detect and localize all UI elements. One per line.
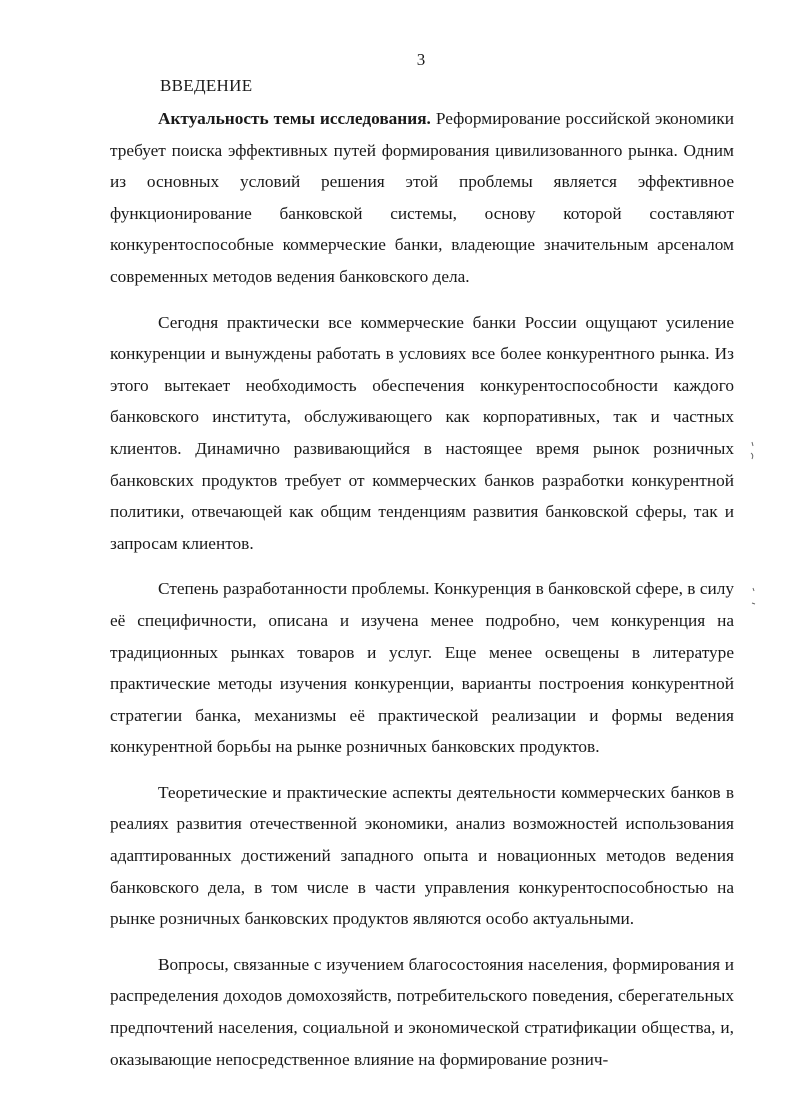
section-heading: ВВЕДЕНИЕ [160,76,253,95]
paragraph-text: Теоретические и практические аспекты деятельности коммерческих банков в реалиях развития отечественной экономики, анализ возможностей использования адаптированных достижений западного опыта и новационных методов ведения банковского дела, в том числе в части управления конкурентоспособностью на рынке розничных банковских продуктов являются особо актуальными. [110,782,734,929]
paragraph-problem-degree [110,573,734,763]
paragraph-questions [110,949,734,1075]
paragraph-text: Реформирование российской экономики требует поиска эффективных путей формирования цивилизованного рынка. Одним из основных условий решения этой проблемы является эффективное функционирование банковской системы, основу которой составляют конкурентоспособные коммерческие банки, владеющие значительным арсеналом современных методов ведения банковского дела. [110,109,735,286]
paragraph-text: Вопросы, связанные с изучением благосостояния населения, формирования и распределения доходов домохозяйств, потребительского поведения, сберегательных предпочтений населения, социальной и экономической стратификации общества, и, оказывающие непосредственное влияние на формирование рознич- [110,954,734,1069]
page-number: 3 [416,50,426,69]
margin-mark-lower [752,588,755,604]
margin-mark-upper [751,442,753,459]
paragraph-relevance [110,103,734,293]
document-body [110,103,734,1089]
paragraph-text: Степень разработанности проблемы. Конкуренция в банковской сфере, в силу её специфичности, описана и изучена менее подробно, чем конкуренция на традиционных рынках товаров и услуг. Еще менее освещены в литературе практические методы изучения конкуренции, варианты построения конкурентной стратегии банка, механизмы её практической реализации и формы ведения конкурентной борьбы на рынке розничных банковских продуктов. [110,579,734,757]
paragraph-text: Сегодня практически все коммерческие банки России ощущают усиление конкуренции и вынуждены работать в условиях все более конкурентного рынка. Из этого вытекает необходимость обеспечения конкурентоспособности каждого банковского института, обслуживающего как корпоративных, так и частных клиентов. Динамично развивающийся в настоящее время рынок розничных банковских продуктов требует от коммерческих банков разработки конкурентной политики, отвечающей как общим тенденциям развития банковской сферы, так и запросам клиентов. [110,312,734,553]
paragraph-competition [110,307,734,560]
paragraph-lead: Актуальность темы исследования. [158,109,431,128]
paragraph-aspects [110,777,734,935]
